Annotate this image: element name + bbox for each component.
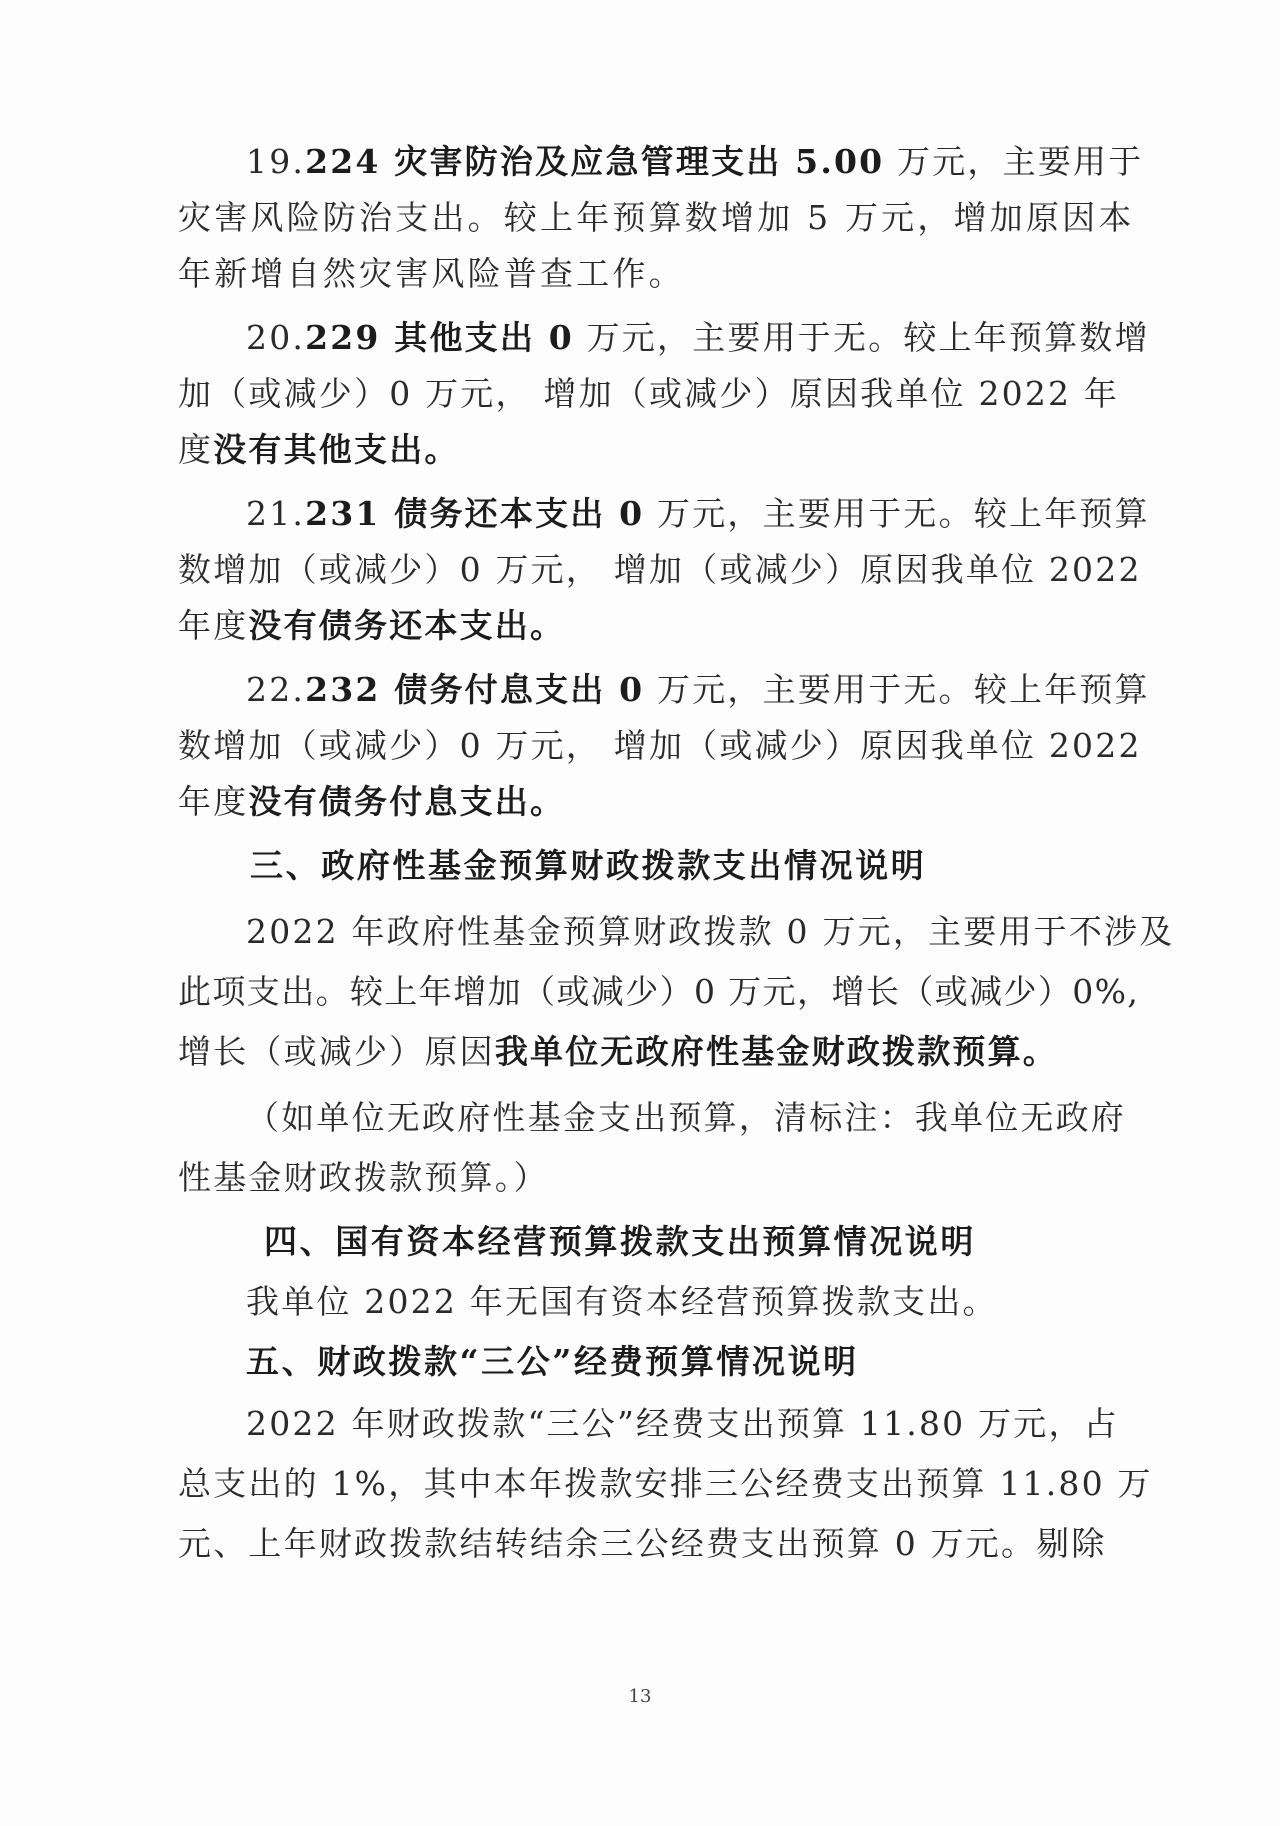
item-number: 19. xyxy=(246,142,306,181)
section-conclusion-bold: 我单位无政府性基金财政拨款预算。 xyxy=(494,1032,1059,1071)
section-3-note-line-1: （如单位无政府性基金支出预算，清标注：我单位无政府 xyxy=(246,1098,1126,1137)
item-title-bold: 229 其他支出 0 xyxy=(305,318,574,357)
item-number: 21. xyxy=(246,494,306,533)
item-number: 22. xyxy=(246,670,306,709)
item-conclusion-bold: 没有其他支出。 xyxy=(213,430,460,469)
section-3-line-1: 2022 年政府性基金预算财政拨款 0 万元，主要用于不涉及 xyxy=(246,912,1175,951)
section-3-heading: 三、政府性基金预算财政拨款支出情况说明 xyxy=(250,846,927,885)
item-title-bold: 232 债务付息支出 0 xyxy=(305,670,645,709)
item-conclusion-bold: 没有债务还本支出。 xyxy=(248,606,566,645)
item-21-line-1 xyxy=(246,492,1150,536)
item-19-line-1 xyxy=(246,140,1143,184)
item-text: 度 xyxy=(178,430,214,469)
item-text: 万元，主要用于无。较上年预算 xyxy=(644,494,1150,533)
section-text: 增长（或减少）原因 xyxy=(178,1032,495,1071)
item-text: 年度 xyxy=(178,606,249,645)
section-3-line-3 xyxy=(178,1030,1058,1074)
item-text: 万元，主要用于 xyxy=(884,142,1144,181)
section-4-line-1: 我单位 2022 年无国有资本经营预算拨款支出。 xyxy=(246,1282,998,1321)
section-5-line-2: 总支出的 1%，其中本年拨款安排三公经费支出预算 11.80 万 xyxy=(178,1464,1153,1503)
item-text: 万元，主要用于无。较上年预算 xyxy=(644,670,1150,709)
item-text: 万元，主要用于无。较上年预算数增 xyxy=(573,318,1150,357)
section-3-note-line-2: 性基金财政拨款预算。） xyxy=(178,1158,549,1197)
section-4-heading: 四、国有资本经营预算拨款支出预算情况说明 xyxy=(264,1222,976,1261)
item-19-line-2: 灾害风险防治支出。较上年预算数增加 5 万元，增加原因本 xyxy=(178,198,1135,237)
item-21-line-2: 数增加（或减少）0 万元， 增加（或减少）原因我单位 2022 xyxy=(178,550,1142,589)
item-text: 年度 xyxy=(178,782,249,821)
item-22-line-3 xyxy=(178,780,565,824)
section-5-line-3: 元、上年财政拨款结转结余三公经费支出预算 0 万元。剔除 xyxy=(178,1524,1107,1563)
item-20-line-3 xyxy=(178,428,460,472)
section-5-line-1: 2022 年财政拨款“三公”经费支出预算 11.80 万元，占 xyxy=(246,1404,1119,1443)
item-conclusion-bold: 没有债务付息支出。 xyxy=(248,782,566,821)
item-22-line-2: 数增加（或减少）0 万元， 增加（或减少）原因我单位 2022 xyxy=(178,726,1142,765)
item-19-line-3: 年新增自然灾害风险普查工作。 xyxy=(178,254,685,293)
item-22-line-1 xyxy=(246,668,1150,712)
section-3-line-2: 此项支出。较上年增加（或减少）0 万元，增长（或减少）0%, xyxy=(178,972,1140,1011)
page-number: 13 xyxy=(628,1686,652,1707)
item-title-bold: 231 债务还本支出 0 xyxy=(305,494,645,533)
item-title-bold: 224 灾害防治及应急管理支出 5.00 xyxy=(305,142,885,181)
section-5-heading: 五、财政拨款“三公”经费预算情况说明 xyxy=(246,1342,859,1381)
item-20-line-1 xyxy=(246,316,1150,360)
item-21-line-3 xyxy=(178,604,565,648)
item-20-line-2: 加（或减少）0 万元， 增加（或减少）原因我单位 2022 年 xyxy=(178,374,1120,413)
item-number: 20. xyxy=(246,318,306,357)
